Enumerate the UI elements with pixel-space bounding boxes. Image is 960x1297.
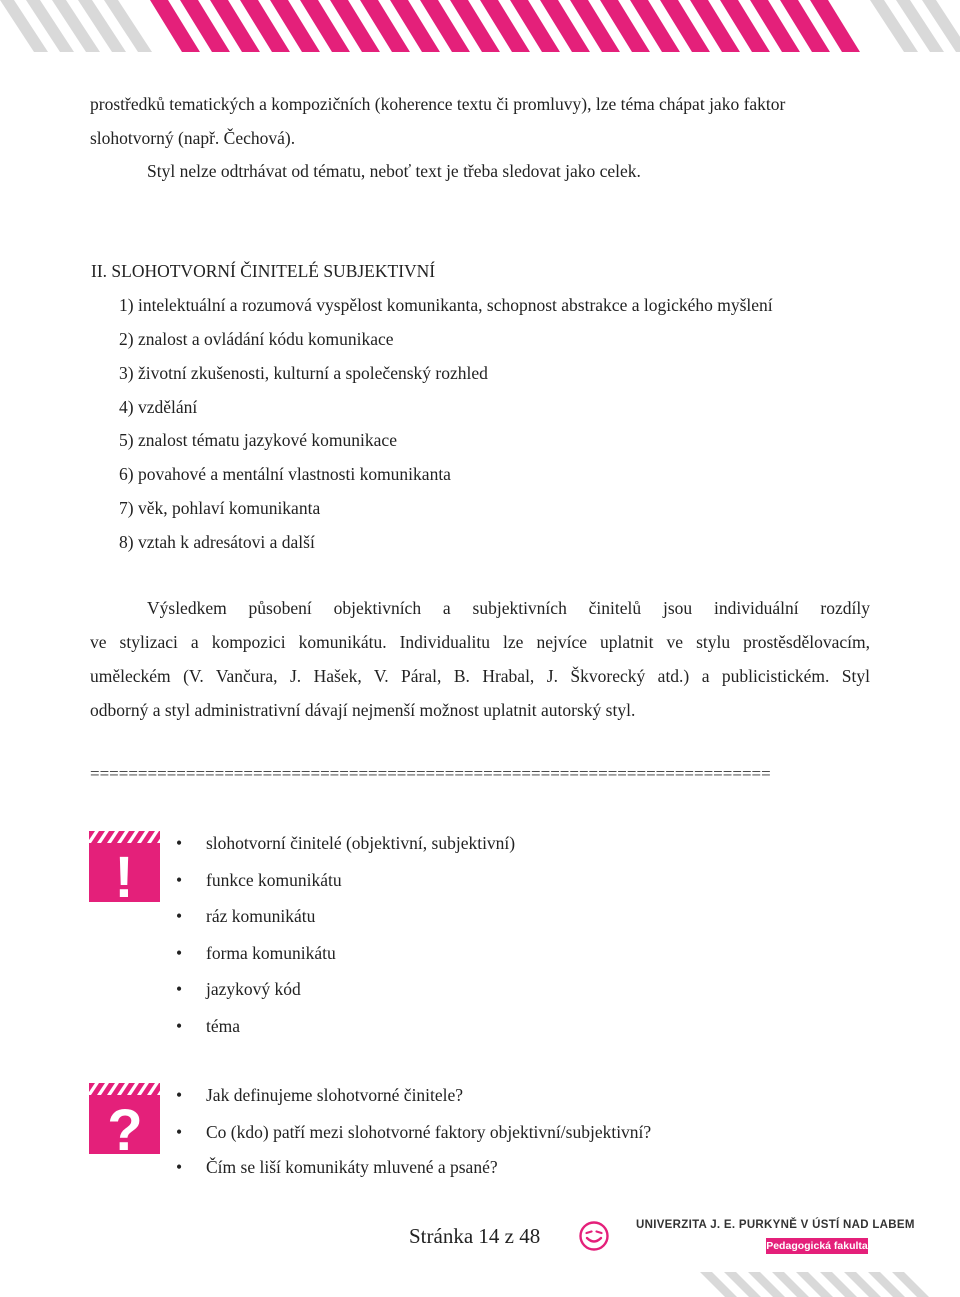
result-line-2: ve stylizaci a kompozici komunikátu. Individualitu lze nejvíce uplatnit ve stylu prostěsdělovacím, [90,632,870,652]
important-list [176,831,515,1038]
list-item: 6) povahové a mentální vlastnosti komunikanta [119,464,451,484]
question-symbol: ? [107,1098,143,1154]
list-item: 3) životní zkušenosti, kulturní a společenský rozhled [119,363,488,383]
list-item: • Co (kdo) patří mezi slohotvorné faktory objektivní/subjektivní? [176,1120,651,1144]
separator-line: ======================================================================= [90,764,771,783]
list-item: • ráz komunikátu [176,904,515,928]
list-item: • forma komunikátu [176,941,515,965]
intro-line-2: slohotvorný (např. Čechová). [90,128,296,148]
section-heading: II. SLOHOTVORNÍ ČINITELÉ SUBJEKTIVNÍ [91,261,436,281]
list-item: 1) intelektuální a rozumová vyspělost komunikanta, schopnost abstrakce a logického myšlení [119,295,773,315]
footer-stripes [640,1260,960,1297]
result-line-3: uměleckém (V. Vančura, J. Hašek, V. Páral, B. Hrabal, J. Škvorecký atd.) a publicistickém. Styl [90,666,870,686]
question-icon [89,1083,160,1154]
list-item: 5) znalost tématu jazykové komunikace [119,430,397,450]
list-item: • téma [176,1014,515,1038]
list-item: 7) věk, pohlaví komunikanta [119,498,321,518]
faculty-badge: Pedagogická fakulta [766,1240,868,1252]
list-item: • Čím se liší komunikáty mluvené a psané? [176,1155,651,1179]
questions-list [176,1083,651,1179]
list-item: • funkce komunikátu [176,868,515,892]
list-item: • jazykový kód [176,977,515,1001]
intro-line-3: Styl nelze odtrhávat od tématu, neboť text je třeba sledovat jako celek. [147,161,641,181]
list-item: 4) vzdělání [119,397,198,417]
header-stripes [0,0,960,52]
smiley-logo-icon [578,1220,610,1252]
result-line-4: odborný a styl administrativní dávají nejmenší možnost uplatnit autorský styl. [90,700,636,720]
result-line-1: Výsledkem působení objektivních a subjektivních činitelů jsou individuální rozdíly [147,598,870,618]
intro-line-1: prostředků tematických a kompozičních (koherence textu či promluvy), lze téma chápat jako faktor [90,94,786,114]
university-name: UNIVERZITA J. E. PURKYNĚ V ÚSTÍ NAD LABEM [636,1219,915,1231]
exclamation-symbol: ! [114,845,134,902]
page-number: Stránka 14 z 48 [409,1224,541,1248]
list-item: 2) znalost a ovládání kódu komunikace [119,329,394,349]
list-item: • Jak definujeme slohotvorné činitele? [176,1083,651,1107]
list-item: • slohotvorní činitelé (objektivní, subjektivní) [176,831,515,855]
list-item: 8) vztah k adresátovi a další [119,532,315,552]
exclamation-icon [89,831,160,902]
